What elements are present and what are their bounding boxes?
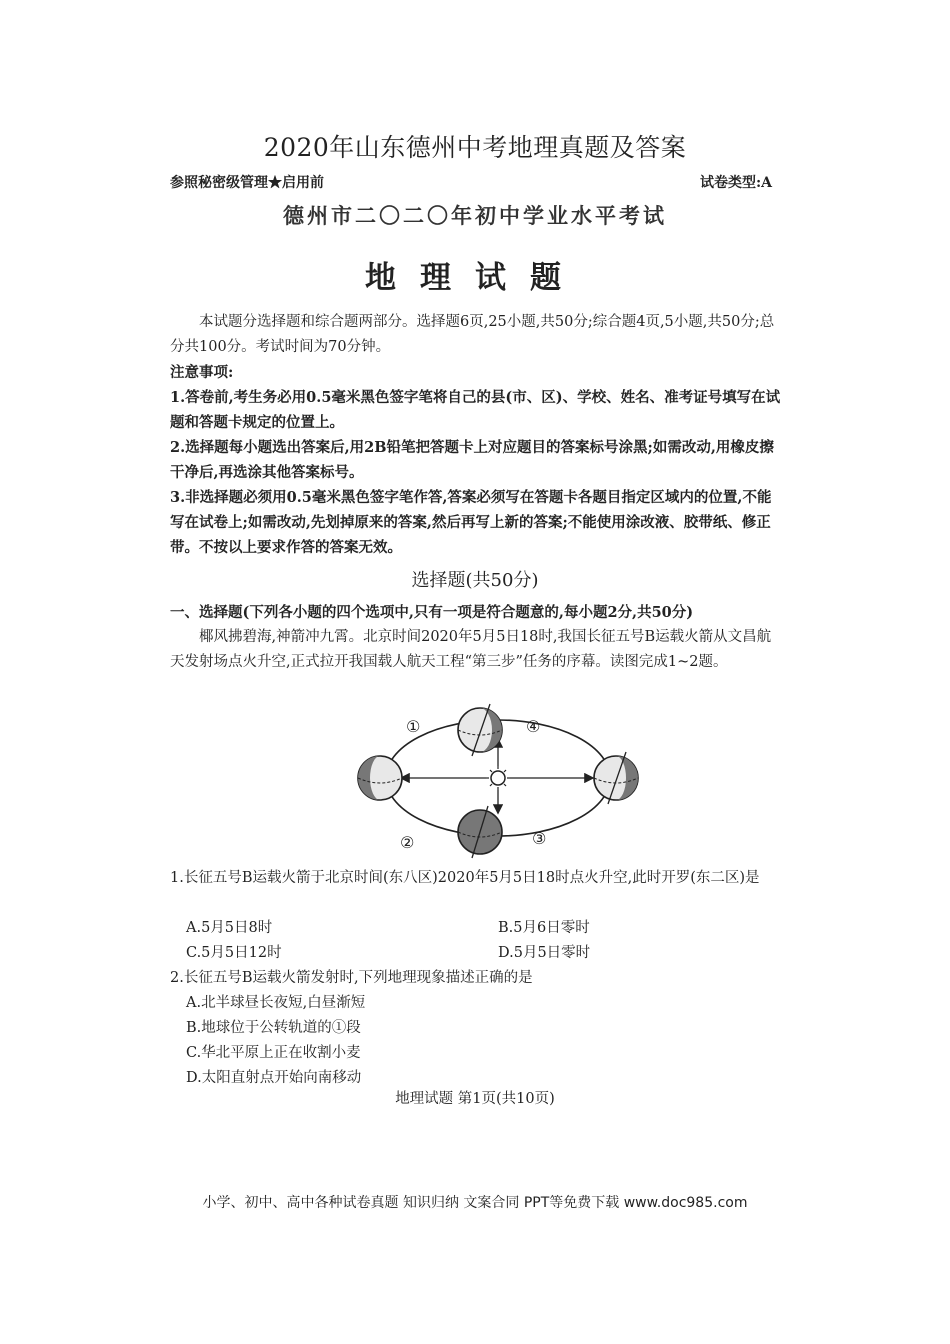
section-title: 选择题(共50分) [411,570,539,591]
passage-text: 椰风拂碧海,神箭冲九霄。北京时间2020年5月5日18时,我国长征五号B运载火箭从文昌航天发射场点火升空,正式拉开我国载人航天工程“第三步”任务的序幕。读图完成1~2题。 [170,629,772,670]
q2-option-b: B.地球位于公转轨道的①段 [186,1020,361,1036]
label-1: ① [406,717,421,736]
label-2: ② [400,833,415,852]
earth-orbit-diagram [340,700,640,862]
q2-option-d: D.太阳直射点开始向南移动 [186,1070,362,1086]
page-number: 地理试题 第1页(共10页) [395,1091,555,1107]
earth-left-icon [358,756,402,800]
note-3: 3.非选择题必须用0.5毫米黑色签字笔作答,答案必须写在答题卡各题目指定区域内的位置,不能写在试卷上;如需改动,先划掉原来的答案,然后再写上新的答案;不能使用涂改液、胶带纸、修正带。不按以上要求作答的答案无效。 [170,489,772,556]
note-2: 2.选择题每小题选出答案后,用2B铅笔把答题卡上对应题目的答案标号涂黑;如需改动,用橡皮擦干净后,再选涂其他答案标号。 [170,439,774,481]
q1-option-c: C.5月5日12时 [186,945,282,961]
confidentiality-label: 参照秘密级管理★启用前 [170,175,324,191]
earth-top-icon [458,704,502,756]
document-title: 2020年山东德州中考地理真题及答案 [263,133,687,162]
exam-name: 德州市二〇二〇年初中学业水平考试 [283,203,667,228]
q1-option-b: B.5月6日零时 [498,920,590,936]
site-footer: 小学、初中、高中各种试卷真题 知识归纳 文案合同 PPT等免费下载 www.doc985.com [202,1195,748,1211]
subject-title: 地理试题 [365,260,585,296]
question-1-stem: 1.长征五号B运载火箭于北京时间(东八区)2020年5月5日18时点火升空,此时开罗(东二区)是 [170,870,760,886]
part-heading: 一、选择题(下列各小题的四个选项中,只有一项是符合题意的,每小题2分,共50分) [170,604,694,621]
earth-bottom-icon [458,806,502,858]
question-2-stem: 2.长征五号B运载火箭发射时,下列地理现象描述正确的是 [170,970,533,986]
earth-right-icon [594,752,638,804]
q2-option-c: C.华北平原上正在收割小麦 [186,1045,361,1061]
question-1 [170,866,782,891]
instructions-block [170,310,782,560]
passage-block [170,600,782,675]
sun-icon [486,766,510,790]
q1-option-d: D.5月5日零时 [498,945,591,961]
note-1: 1.答卷前,考生务必用0.5毫米黑色签字笔将自己的县(市、区)、学校、姓名、准考证号填写在试题和答题卡规定的位置上。 [170,389,781,431]
intro-paragraph: 本试题分选择题和综合题两部分。选择题6页,25小题,共50分;综合题4页,5小题,共50分;总分共100分。考试时间为70分钟。 [170,314,775,355]
notes-title: 注意事项: [170,364,234,381]
q2-option-a: A.北半球昼长夜短,白昼渐短 [186,995,366,1011]
paper-type-label: 试卷类型:A [700,175,773,191]
label-4: ④ [526,717,541,736]
q1-option-a: A.5月5日8时 [186,920,273,936]
label-3: ③ [532,829,547,848]
